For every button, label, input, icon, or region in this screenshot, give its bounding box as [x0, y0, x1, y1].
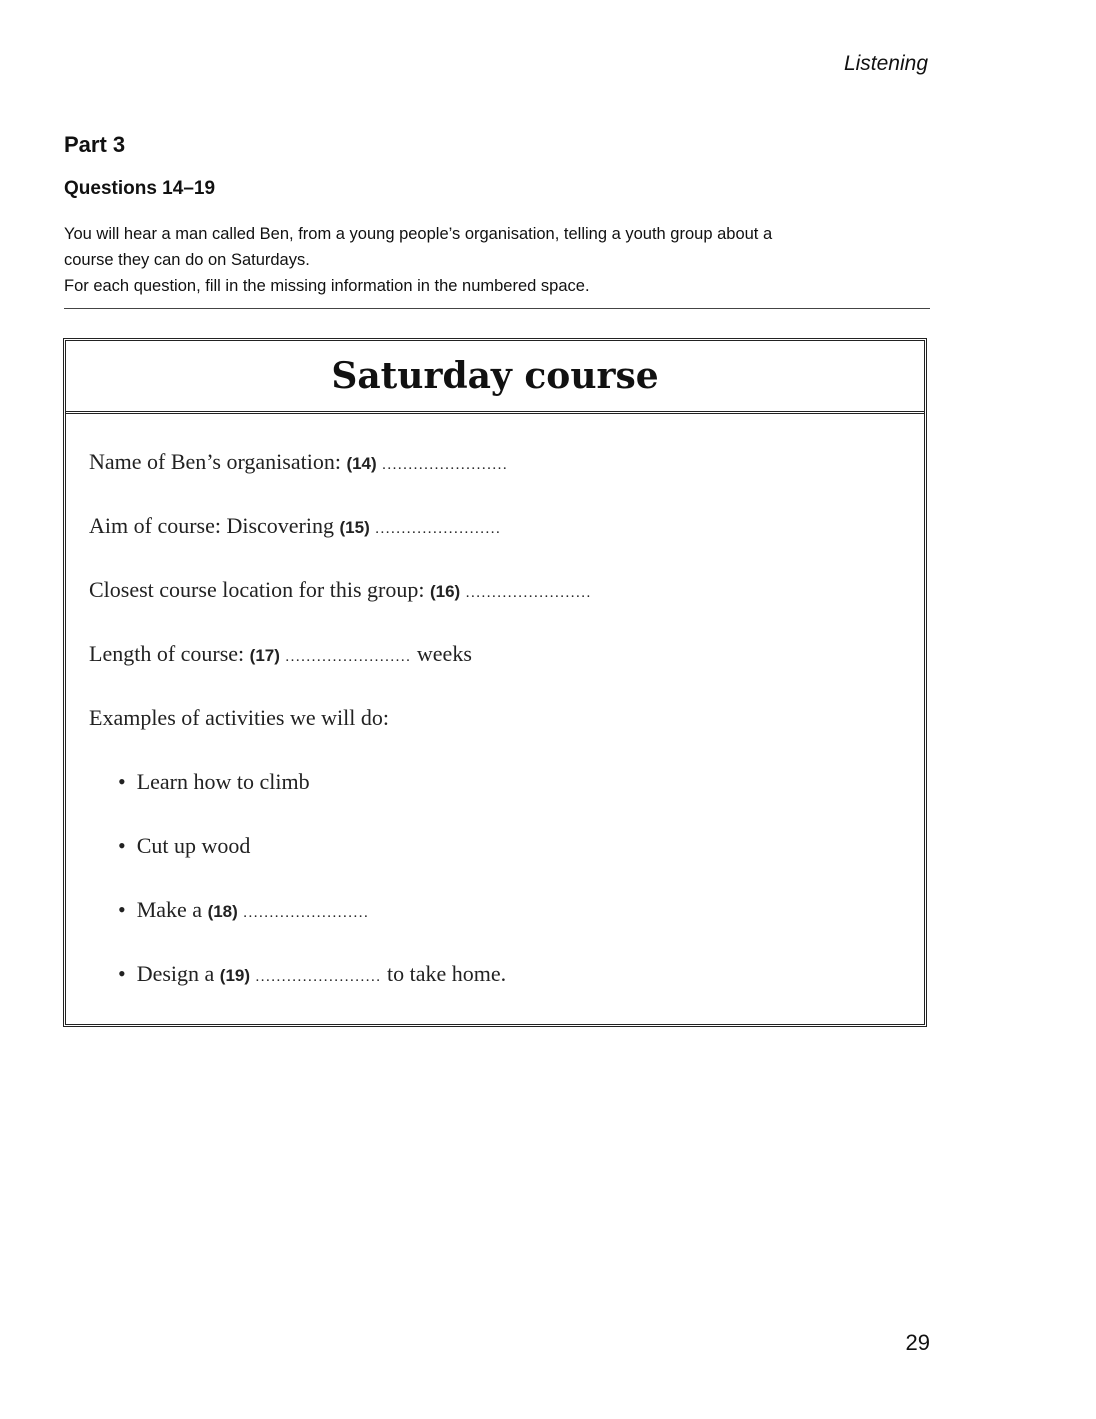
question-text: Closest course location for this group: — [89, 577, 425, 602]
question-text: Length of course: — [89, 641, 245, 666]
question-15 — [89, 513, 501, 539]
question-text: Aim of course: Discovering — [89, 513, 334, 538]
examples-heading: Examples of activities we will do: — [89, 705, 389, 730]
bullet-icon: • — [118, 961, 126, 986]
instructions-line: course they can do on Saturdays. — [64, 251, 310, 269]
bullet-icon: • — [118, 897, 126, 922]
part-title: Part 3 — [64, 132, 126, 157]
question-14 — [89, 449, 508, 475]
activity-item — [118, 833, 250, 859]
answer-blank-15[interactable]: ........................ — [375, 521, 502, 537]
bullet-icon: • — [118, 769, 126, 794]
question-suffix: weeks — [416, 641, 472, 666]
activity-text: Make a — [136, 897, 203, 922]
question-number: (17) — [249, 646, 280, 665]
activity-text: Cut up wood — [136, 833, 251, 858]
instructions-line: For each question, fill in the missing information in the numbered space. — [64, 277, 590, 295]
activity-item — [118, 961, 506, 987]
instructions — [64, 221, 944, 299]
instructions-line: You will hear a man called Ben, from a young people’s organisation, telling a youth group about a — [64, 225, 773, 243]
form-box — [63, 338, 927, 1027]
questions-title: Questions 14–19 — [64, 178, 216, 199]
question-number: (18) — [207, 902, 238, 921]
question-text: Name of Ben’s organisation: — [89, 449, 341, 474]
bullet-icon: • — [118, 833, 126, 858]
page-number: 29 — [905, 1330, 930, 1355]
activity-item — [118, 769, 310, 795]
activity-item — [118, 897, 369, 923]
answer-blank-17[interactable]: ........................ — [285, 649, 412, 665]
section-label: Listening — [843, 52, 928, 75]
activity-suffix: to take home. — [387, 961, 507, 986]
activity-text: Learn how to climb — [136, 769, 310, 794]
question-17 — [89, 641, 472, 667]
question-number: (15) — [339, 518, 370, 537]
answer-blank-19[interactable]: ........................ — [255, 969, 382, 985]
question-number: (16) — [429, 582, 461, 601]
activity-text: Design a — [136, 961, 215, 986]
form-title: Saturday course — [66, 341, 924, 414]
question-number: (19) — [219, 966, 251, 985]
question-number: (14) — [346, 454, 377, 473]
answer-blank-16[interactable]: ........................ — [465, 585, 592, 601]
answer-blank-14[interactable]: ........................ — [382, 457, 509, 473]
divider — [64, 308, 930, 309]
question-16 — [89, 577, 592, 603]
answer-blank-18[interactable]: ........................ — [243, 905, 370, 921]
